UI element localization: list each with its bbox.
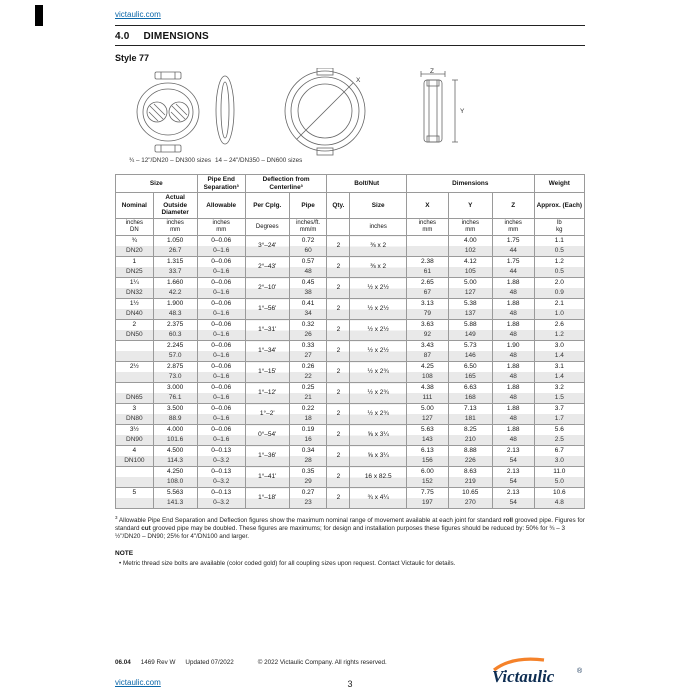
cell-approx: 5.6 2.5: [534, 425, 584, 446]
cell-y: 5.38 137: [448, 299, 492, 320]
cell-x: 5.63 143: [406, 425, 448, 446]
cell-z: 1.75 44: [492, 236, 534, 257]
cell-size: ½ x 2½: [350, 320, 407, 341]
cell-allow: 0–0.13 0–3.2: [197, 446, 245, 467]
unit-weight: lb kg: [534, 219, 584, 236]
dim-label-y: Y: [460, 108, 465, 115]
col-z: Z: [492, 193, 534, 219]
cell-allow: 0–0.06 0–1.6: [197, 299, 245, 320]
cell-pipe: 0.33 27: [289, 341, 327, 362]
cell-nominal: 4 DN100: [116, 446, 154, 467]
cell-qty: 2: [327, 362, 350, 383]
cell-approx: 11.0 5.0: [534, 467, 584, 488]
cell-approx: 3.7 1.7: [534, 404, 584, 425]
col-y: Y: [448, 193, 492, 219]
header-rule: [115, 25, 585, 26]
col-approx-each: Approx. (Each): [534, 193, 584, 219]
side-view-drawing: [137, 72, 199, 152]
cell-x: 2.65 67: [406, 278, 448, 299]
cell-pipe: 0.25 21: [289, 383, 327, 404]
cell-allow: 0–0.06 0–1.6: [197, 383, 245, 404]
col-per-coupling: Per Cplg.: [245, 193, 289, 219]
cell-nominal: 1 DN25: [116, 257, 154, 278]
technical-drawings: [115, 68, 585, 156]
cell-percplg: 1°–36': [245, 446, 289, 467]
cell-percplg: 3°–24': [245, 236, 289, 257]
unit-x: inches mm: [406, 219, 448, 236]
doc-number: 06.04: [115, 659, 131, 666]
unit-qty: [327, 219, 350, 236]
table-row: [116, 425, 585, 446]
cell-approx: 1.1 0.5: [534, 236, 584, 257]
cell-percplg: 1°–18': [245, 488, 289, 509]
binding-mark: [35, 5, 43, 26]
cell-z: 1.90 48: [492, 341, 534, 362]
cell-approx: 2.6 1.2: [534, 320, 584, 341]
table-row: [116, 467, 585, 488]
cell-pipe: 0.19 16: [289, 425, 327, 446]
cell-percplg: 1°–56': [245, 299, 289, 320]
cell-approx: 2.0 0.9: [534, 278, 584, 299]
cell-od: 4.500 114.3: [153, 446, 197, 467]
victaulic-logo: [488, 655, 588, 694]
dim-label-z: Z: [430, 68, 434, 75]
col-bolt-size: Size: [350, 193, 407, 219]
dim-label-x: X: [356, 77, 361, 84]
doc-revision: 1469 Rev W: [140, 659, 176, 666]
cell-pipe: 0.22 18: [289, 404, 327, 425]
table-row: [116, 341, 585, 362]
coupling-drawing: [115, 68, 585, 156]
cell-pipe: 0.26 22: [289, 362, 327, 383]
logo-registered-mark: ®: [577, 668, 583, 675]
group-deflection: Deflection from Centerline³: [245, 175, 327, 193]
cell-z: 1.88 48: [492, 320, 534, 341]
cell-od: 1.900 48.3: [153, 299, 197, 320]
cell-size: ½ x 2½: [350, 278, 407, 299]
cell-x: 6.13 156: [406, 446, 448, 467]
cell-percplg: 1°–12': [245, 383, 289, 404]
cell-nominal: ¾ DN20: [116, 236, 154, 257]
cell-qty: 2: [327, 467, 350, 488]
cell-od: 2.245 57.0: [153, 341, 197, 362]
cell-percplg: 1°–15': [245, 362, 289, 383]
cell-z: 1.88 48: [492, 299, 534, 320]
unit-nominal: inches DN: [116, 219, 154, 236]
cell-percplg: 1°–2': [245, 404, 289, 425]
cell-z: 1.88 48: [492, 404, 534, 425]
cell-approx: 10.6 4.8: [534, 488, 584, 509]
group-size: Size: [116, 175, 198, 193]
cell-allow: 0–0.06 0–1.6: [197, 236, 245, 257]
cell-y: 7.13 181: [448, 404, 492, 425]
section-heading: [115, 31, 585, 42]
cell-od: 1.050 26.7: [153, 236, 197, 257]
cell-z: 2.13 54: [492, 467, 534, 488]
table-row: [116, 236, 585, 257]
cell-x: [406, 236, 448, 257]
caption-large-sizes: 14 – 24"/DN350 – DN600 sizes: [215, 157, 303, 164]
cell-qty: 2: [327, 257, 350, 278]
cell-allow: 0–0.06 0–1.6: [197, 257, 245, 278]
col-nominal: Nominal: [116, 193, 154, 219]
dimensions-table: [115, 174, 585, 509]
doc-updated: Updated 07/2022: [185, 659, 234, 666]
cell-size: ⅜ x 2: [350, 257, 407, 278]
cell-y: 6.63 168: [448, 383, 492, 404]
copyright-text: © 2022 Victaulic Company. All rights reserved.: [257, 659, 387, 666]
cell-percplg: 2°–43': [245, 257, 289, 278]
cell-z: 1.88 48: [492, 425, 534, 446]
cell-x: 2.38 61: [406, 257, 448, 278]
table-units-row: [116, 219, 585, 236]
col-qty: Qty.: [327, 193, 350, 219]
unit-z: inches mm: [492, 219, 534, 236]
cell-allow: 0–0.06 0–1.6: [197, 425, 245, 446]
cell-y: 8.63 219: [448, 467, 492, 488]
section-title: DIMENSIONS: [143, 31, 209, 42]
cell-x: 7.75 197: [406, 488, 448, 509]
cell-percplg: 2°–10': [245, 278, 289, 299]
table-row: [116, 488, 585, 509]
col-outside-diameter: Actual Outside Diameter: [153, 193, 197, 219]
cell-nominal: 2 DN50: [116, 320, 154, 341]
ring-profile-drawing: [216, 76, 234, 144]
cell-qty: 2: [327, 404, 350, 425]
cell-size: ¾ x 4¼: [350, 488, 407, 509]
cell-size: ⅝ x 3¼: [350, 425, 407, 446]
cell-pipe: 0.45 38: [289, 278, 327, 299]
unit-per-coupling: Degrees: [245, 219, 289, 236]
footer-meta: [115, 659, 387, 666]
cell-y: 5.88 149: [448, 320, 492, 341]
cell-od: 1.315 33.7: [153, 257, 197, 278]
logo-wordmark: Victaulic: [492, 667, 555, 686]
profile-drawing: [421, 68, 465, 142]
dimensions-table-body: [116, 236, 585, 509]
cell-percplg: 1°–41': [245, 467, 289, 488]
cell-approx: 1.2 0.5: [534, 257, 584, 278]
cell-od: 4.250 108.0: [153, 467, 197, 488]
cell-pipe: 0.34 28: [289, 446, 327, 467]
victaulic-home-link[interactable]: victaulic.com: [115, 10, 161, 19]
cell-nominal: [116, 341, 154, 362]
cell-qty: 2: [327, 488, 350, 509]
cell-x: 4.38 111: [406, 383, 448, 404]
cell-qty: 2: [327, 446, 350, 467]
cell-size: ⅝ x 3¼: [350, 446, 407, 467]
table-column-header-row: [116, 193, 585, 219]
cell-allow: 0–0.06 0–1.6: [197, 404, 245, 425]
cell-y: 4.00 102: [448, 236, 492, 257]
col-allowable: Allowable: [197, 193, 245, 219]
cell-y: 8.25 210: [448, 425, 492, 446]
cell-nominal: 5: [116, 488, 154, 509]
cell-approx: 3.2 1.5: [534, 383, 584, 404]
cell-z: 1.88 48: [492, 383, 534, 404]
face-view-drawing: [285, 68, 365, 155]
col-x: X: [406, 193, 448, 219]
section-number: 4.0: [115, 31, 130, 42]
section-heading-rule: [115, 45, 585, 46]
cell-y: 5.73 146: [448, 341, 492, 362]
unit-od: inches mm: [153, 219, 197, 236]
cell-approx: 3.1 1.4: [534, 362, 584, 383]
cell-y: 4.12 105: [448, 257, 492, 278]
table-row: [116, 404, 585, 425]
cell-od: 2.375 60.3: [153, 320, 197, 341]
table-row: [116, 299, 585, 320]
cell-z: 2.13 54: [492, 446, 534, 467]
cell-percplg: 0°–54': [245, 425, 289, 446]
cell-pipe: 0.41 34: [289, 299, 327, 320]
victaulic-footer-link[interactable]: victaulic.com: [115, 678, 161, 687]
cell-size: ½ x 2¾: [350, 404, 407, 425]
cell-pipe: 0.72 60: [289, 236, 327, 257]
cell-x: 3.43 87: [406, 341, 448, 362]
cell-size: ½ x 2½: [350, 341, 407, 362]
page-content: [115, 0, 585, 568]
cell-size: ⅜ x 2: [350, 236, 407, 257]
note-heading: NOTE: [115, 550, 134, 558]
cell-od: 1.660 42.2: [153, 278, 197, 299]
table-row: [116, 320, 585, 341]
cell-approx: 3.0 1.4: [534, 341, 584, 362]
cell-nominal: 1½ DN40: [116, 299, 154, 320]
unit-allowable: inches mm: [197, 219, 245, 236]
table-group-header-row: [116, 175, 585, 193]
cell-od: 4.000 101.6: [153, 425, 197, 446]
cell-x: 6.00 152: [406, 467, 448, 488]
cell-od: 3.500 88.9: [153, 404, 197, 425]
table-row: [116, 383, 585, 404]
unit-pipe: inches/ft. mm/m: [289, 219, 327, 236]
cell-approx: 2.1 1.0: [534, 299, 584, 320]
note-bullet: • Metric thread size bolts are available (color coded gold) for all coupling sizes upon request. Contact Victaulic for details.: [119, 560, 456, 568]
cell-pipe: 0.57 48: [289, 257, 327, 278]
cell-y: 5.00 127: [448, 278, 492, 299]
table-row: [116, 362, 585, 383]
cell-qty: 2: [327, 236, 350, 257]
cell-x: 3.63 92: [406, 320, 448, 341]
cell-nominal: 1¼ DN32: [116, 278, 154, 299]
cell-percplg: 1°–34': [245, 341, 289, 362]
cell-y: 6.50 165: [448, 362, 492, 383]
cell-y: 8.88 226: [448, 446, 492, 467]
cell-nominal: 3½ DN90: [116, 425, 154, 446]
cell-allow: 0–0.13 0–3.2: [197, 467, 245, 488]
cell-y: 10.65 270: [448, 488, 492, 509]
unit-y: inches mm: [448, 219, 492, 236]
cell-size: 16 x 82.5: [350, 467, 407, 488]
cell-size: ½ x 2¾: [350, 362, 407, 383]
cell-pipe: 0.32 26: [289, 320, 327, 341]
cell-nominal: DN65: [116, 383, 154, 404]
cell-allow: 0–0.06 0–1.6: [197, 362, 245, 383]
drawing-captions: [115, 157, 585, 167]
cell-x: 3.13 79: [406, 299, 448, 320]
cell-pipe: 0.35 29: [289, 467, 327, 488]
group-dimensions: Dimensions: [406, 175, 534, 193]
cell-size: ½ x 2½: [350, 299, 407, 320]
cell-allow: 0–0.06 0–1.6: [197, 278, 245, 299]
cell-qty: 2: [327, 341, 350, 362]
cell-qty: 2: [327, 320, 350, 341]
cell-allow: 0–0.06 0–1.6: [197, 320, 245, 341]
unit-bolt-size: inches: [350, 219, 407, 236]
group-pipe-end-separation: Pipe End Separation³: [197, 175, 245, 193]
cell-z: 2.13 54: [492, 488, 534, 509]
cell-nominal: [116, 467, 154, 488]
cell-allow: 0–0.06 0–1.6: [197, 341, 245, 362]
cell-qty: 2: [327, 299, 350, 320]
cell-allow: 0–0.13 0–3.2: [197, 488, 245, 509]
cell-x: 5.00 127: [406, 404, 448, 425]
caption-small-sizes: ¾ – 12"/DN20 – DN300 sizes: [129, 157, 212, 164]
cell-qty: 2: [327, 278, 350, 299]
cell-od: 3.000 76.1: [153, 383, 197, 404]
cell-z: 1.88 48: [492, 278, 534, 299]
cell-pipe: 0.27 23: [289, 488, 327, 509]
footnote-text: $^3$ Allowable Pipe End Separation and Deflection figures show the maximum nominal range of movement available at each joint for standard roll grooved pipe. Figures for standard cut grooved pipe may be doubled. These figures are maximums; for design and installation purposes these figures should be reduced by: 50% for ¾ – 3 ½"/DN20 – DN90; 25% for 4"/DN100 and larger.: [115, 515, 585, 541]
cell-z: 1.88 48: [492, 362, 534, 383]
cell-od: 5.563 141.3: [153, 488, 197, 509]
cell-nominal: 2½: [116, 362, 154, 383]
group-weight: Weight: [534, 175, 584, 193]
cell-approx: 6.7 3.0: [534, 446, 584, 467]
cell-z: 1.75 44: [492, 257, 534, 278]
page-number: 3: [347, 679, 353, 689]
cell-x: 4.25 108: [406, 362, 448, 383]
group-bolt-nut: Bolt/Nut: [327, 175, 407, 193]
cell-percplg: 1°–31': [245, 320, 289, 341]
cell-nominal: 3 DN80: [116, 404, 154, 425]
table-row: [116, 446, 585, 467]
table-row: [116, 278, 585, 299]
cell-qty: 2: [327, 383, 350, 404]
cell-od: 2.875 73.0: [153, 362, 197, 383]
table-row: [116, 257, 585, 278]
style-label: Style 77: [115, 53, 150, 63]
cell-size: ½ x 2¾: [350, 383, 407, 404]
col-pipe: Pipe: [289, 193, 327, 219]
cell-qty: 2: [327, 425, 350, 446]
